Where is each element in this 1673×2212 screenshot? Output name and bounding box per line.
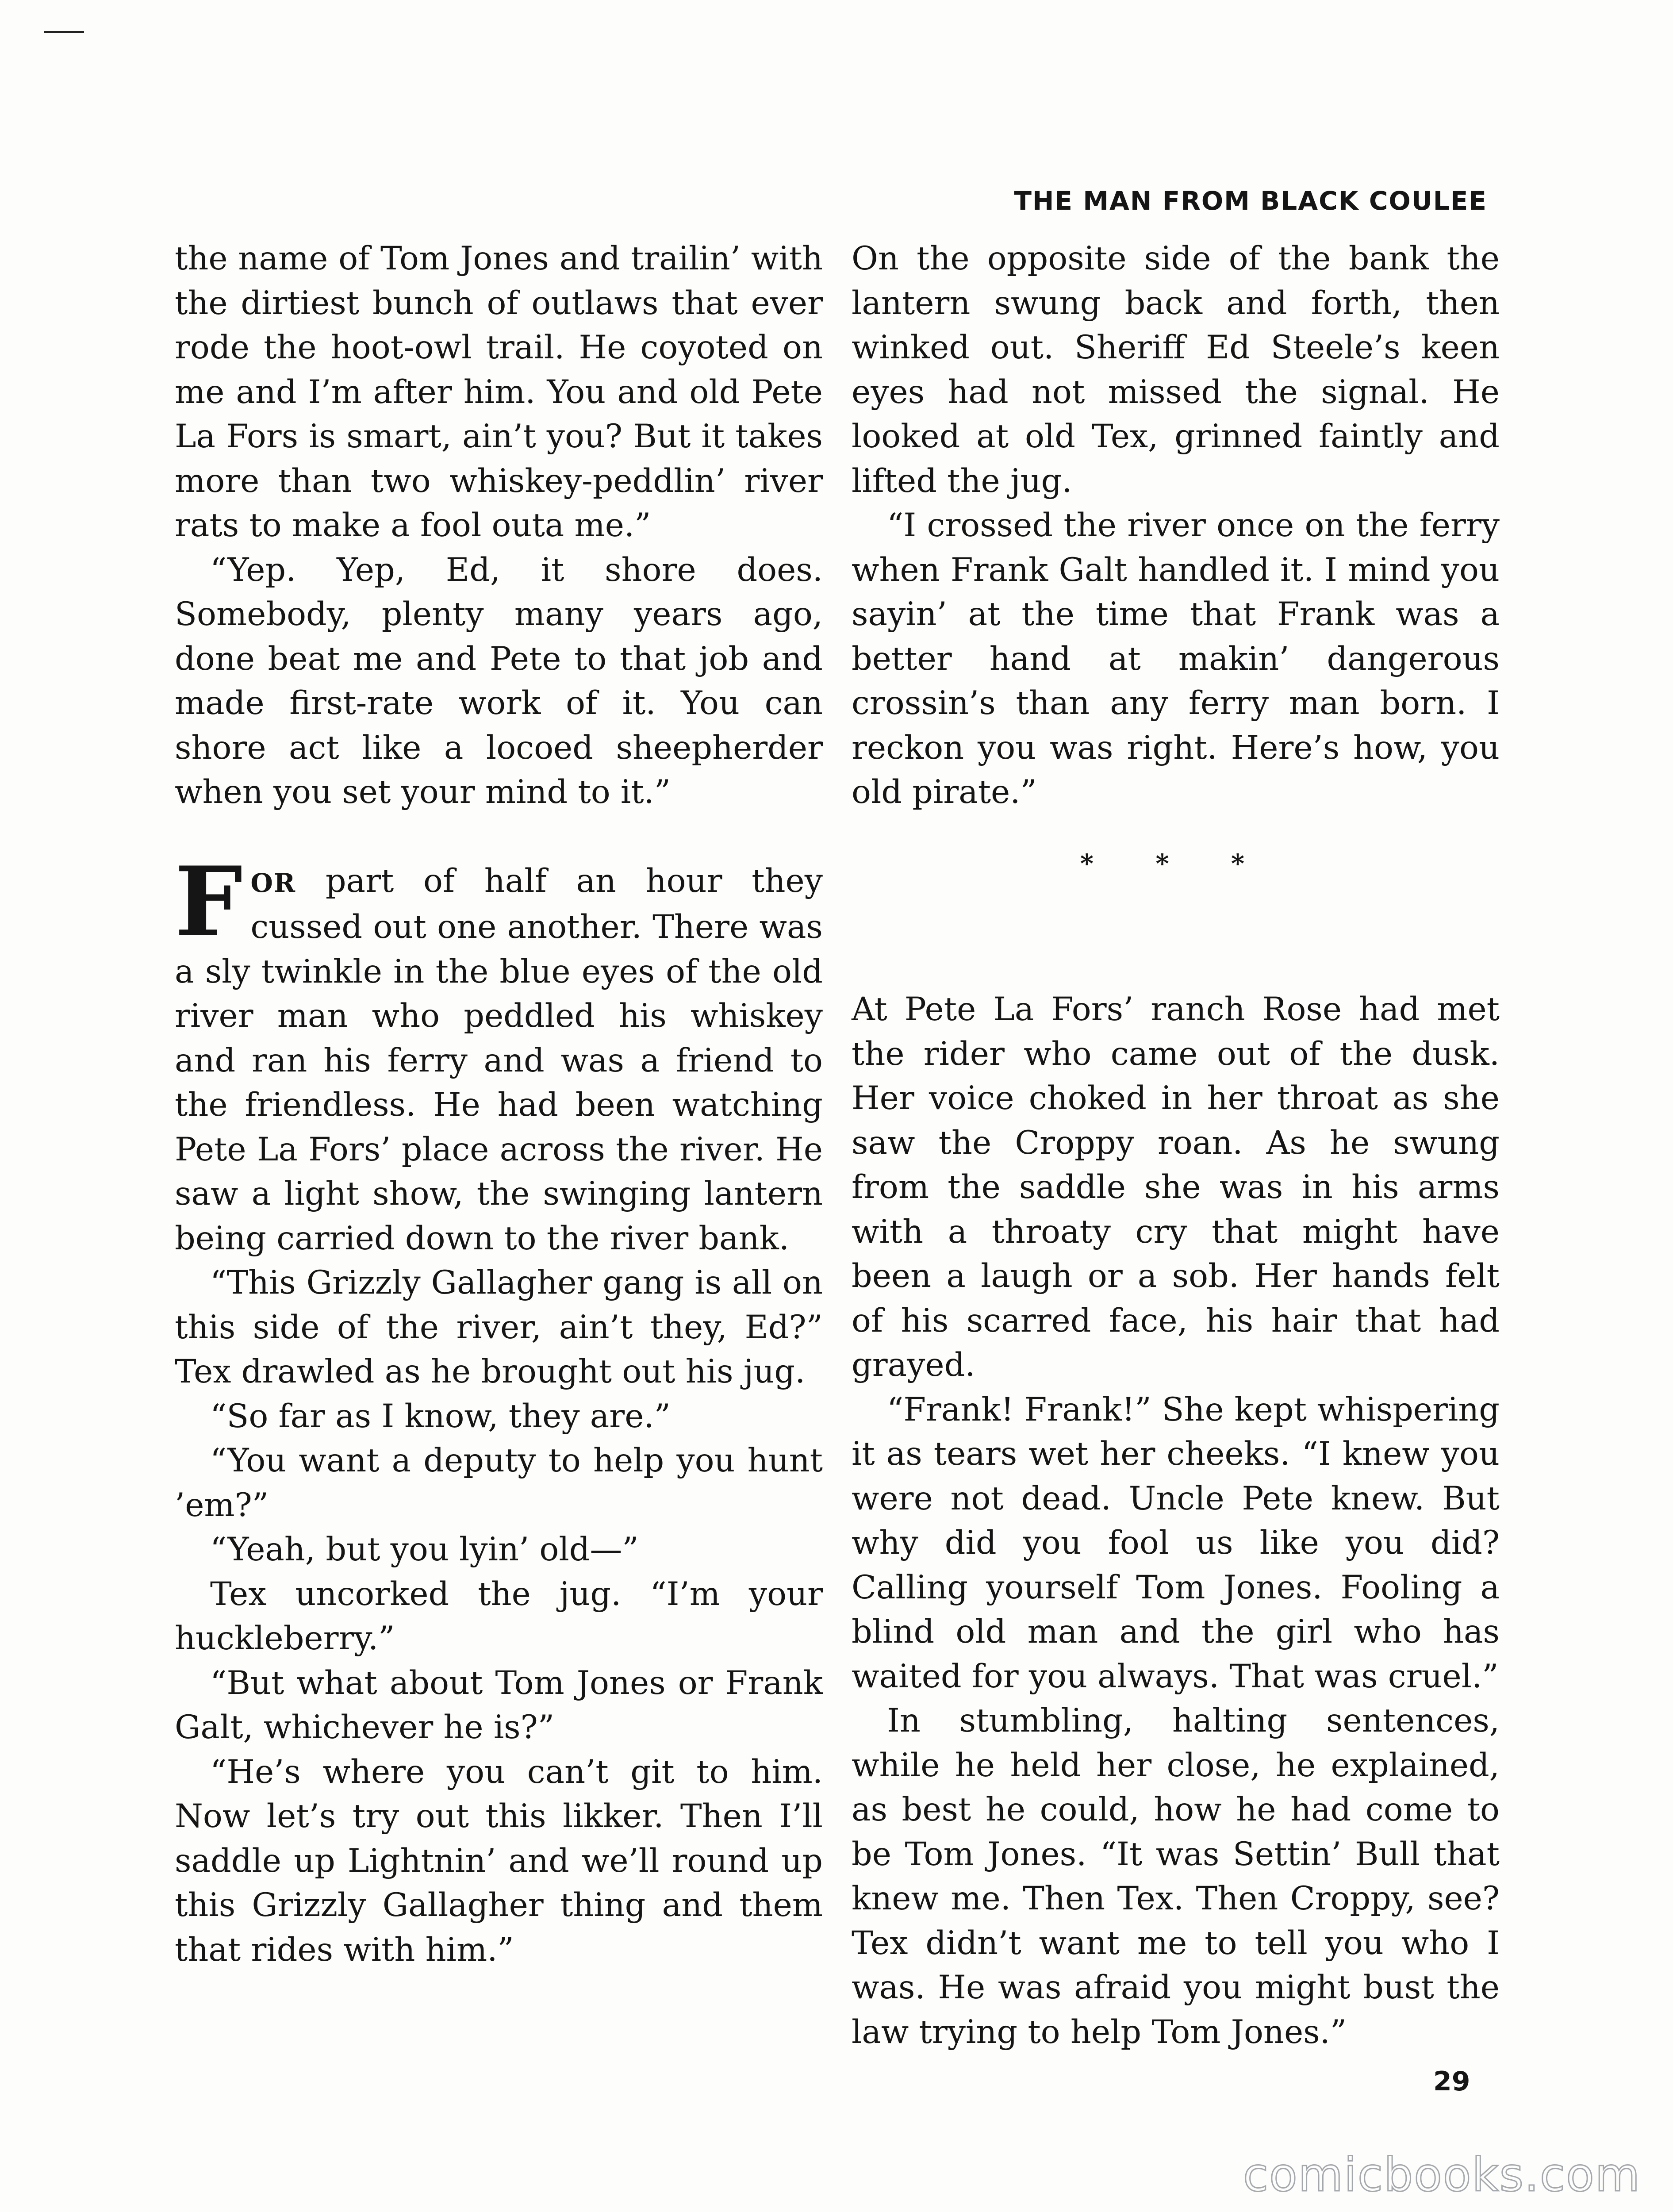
paragraph: Tex uncorked the jug. “I’m your huckleberry.” [175,1575,823,1657]
paragraph: At Pete La Fors’ ranch Rose had met the rider who came out of the dusk. Her voice choked in her throat as she saw the Croppy roan. As he swung from the saddle she was in his arms with a throaty cry that might have been a laugh or a sob. Her hands felt of his scarred face, his hair that had grayed. [852,991,1500,1384]
section-opening-paragraph [175,845,823,1261]
paragraph: “Yeah, but you lyin’ old—” [210,1531,639,1568]
left-column [175,237,823,1972]
paragraph: “You want a deputy to help you hunt ’em?” [175,1442,823,1524]
watermark-logo: comicbooks.com [1243,2148,1641,2202]
paragraph: “So far as I know, they are.” [210,1397,671,1435]
right-column [852,237,1500,2055]
paragraph-text: part of half an hour they cussed out one another. There was a sly twinkle in the blue eyes of the old river man who peddled his whiskey and ran his ferry and was a friend to the friendless. He had been watching Pete La Fors’ place across the river. He saw a light show, the swinging lantern being carried down to the river bank. [175,862,823,1257]
paragraph: “This Grizzly Gallagher gang is all on this side of the river, ain’t they, Ed?” Tex drawled as he brought out his jug. [175,1264,823,1390]
paragraph: “Frank! Frank!” She kept whispering it as tears wet her cheeks. “I knew you were not dead. Uncle Pete knew. But why did you fool us like you did? Calling yourself Tom Jones. Fooling a blind old man and the girl who has waited for you always. That was cruel.” [852,1390,1500,1695]
paragraph: In stumbling, halting sentences, while he held her close, he explained, as best he could, how he had come to be Tom Jones. “It was Settin’ Bull that knew me. Then Tex. Then Croppy, see? Tex didn’t want me to tell you who I was. He was afraid you might bust the law trying to help Tom Jones.” [852,1702,1500,2051]
page-number: 29 [1433,2066,1470,2097]
paragraph: “But what about Tom Jones or Frank Galt, whichever he is?” [175,1664,823,1746]
small-caps-lead: OR [250,868,296,898]
paragraph: “He’s where you can’t git to him. Now let’s try out this likker. Then I’ll saddle up Lightnin’ and we’ll round up this Grizzly Gallagher thing and them that rides with him.” [175,1753,823,1969]
scene-break: * * * [1080,848,1271,879]
drop-cap: F [175,845,243,958]
paragraph: “Yep. Yep, Ed, it shore does. Somebody, plenty many years ago, done beat me and Pete to that job and made first-rate work of it. You can shore act like a locoed sheepherder when you set your mind to it.” [175,551,823,811]
paragraph: the name of Tom Jones and trailin’ with the dirtiest bunch of outlaws that ever rode the hoot-owl trail. He coyoted on me and I’m after him. You and old Pete La Fors is smart, ain’t you? But it takes more than two whiskey-peddlin’ river rats to make a fool outa me.” [175,240,823,544]
paragraph: On the opposite side of the bank the lantern swung back and forth, then winked out. Sheriff Ed Steele’s keen eyes had not missed the signal. He looked at old Tex, grinned faintly and lifted the jug. [852,240,1500,500]
scan-corner-mark [44,31,84,33]
running-head: THE MAN FROM BLACK COULEE [1014,186,1487,216]
paragraph: “I crossed the river once on the ferry when Frank Galt handled it. I mind you sayin’ at the time that Frank was a better hand at makin’ dangerous crossin’s than any ferry man born. I reckon you was right. Here’s how, you old pirate.” [852,507,1500,811]
